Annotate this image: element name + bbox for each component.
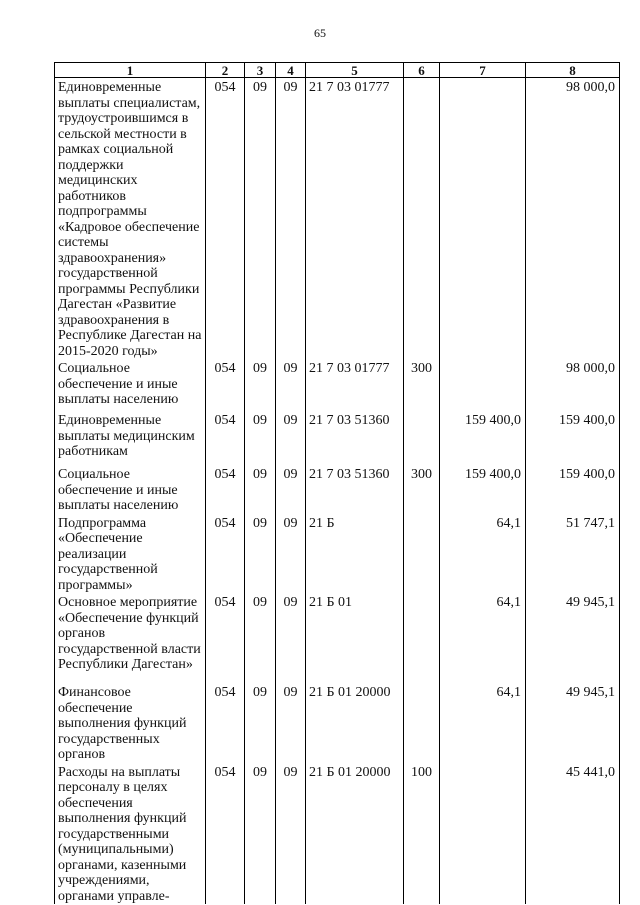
cell-subsection: 09 [276, 78, 306, 360]
cell-target-code: 21 7 03 51360 [306, 465, 404, 514]
table-row [55, 359, 620, 411]
row-name: Единовременные выплаты специалистам, трудоустроившимся в сельской местности в рамках социальной поддержки медицинских работников подпрограммы «Кадровое обеспечение системы здравоохранения» государственной программы Республики Дагестан «Развитие здравоохранения в Республике Дагестан на 2015-2020 годы» [55, 78, 206, 360]
table-row [55, 683, 620, 763]
header-cell: 3 [245, 63, 276, 78]
cell-ministry: 054 [206, 683, 245, 763]
cell-section: 09 [245, 359, 276, 411]
budget-table [54, 62, 620, 904]
cell-expense-type [404, 683, 440, 763]
cell-subsection: 09 [276, 593, 306, 683]
cell-subsection: 09 [276, 514, 306, 594]
cell-ministry: 054 [206, 593, 245, 683]
header-cell: 1 [55, 63, 206, 78]
header-cell: 6 [404, 63, 440, 78]
cell-ministry: 054 [206, 514, 245, 594]
cell-expense-type: 300 [404, 465, 440, 514]
cell-ministry: 054 [206, 763, 245, 905]
row-name: Социальное обеспечение и иные выплаты населению [55, 359, 206, 411]
cell-subsection: 09 [276, 359, 306, 411]
row-name: Социальное обеспечение и иные выплаты населению [55, 465, 206, 514]
header-cell: 8 [526, 63, 620, 78]
row-name: Подпрограмма «Обеспечение реализации государственной программы» [55, 514, 206, 594]
cell-subsection: 09 [276, 465, 306, 514]
cell-target-code: 21 7 03 51360 [306, 411, 404, 465]
table-row [55, 593, 620, 683]
cell-section: 09 [245, 593, 276, 683]
cell-amount-7 [440, 763, 526, 905]
header-cell: 5 [306, 63, 404, 78]
table-row [55, 514, 620, 594]
header-cell: 7 [440, 63, 526, 78]
cell-expense-type [404, 514, 440, 594]
cell-target-code: 21 7 03 01777 [306, 359, 404, 411]
cell-section: 09 [245, 465, 276, 514]
cell-amount-7 [440, 78, 526, 360]
cell-expense-type: 300 [404, 359, 440, 411]
cell-amount-7: 159 400,0 [440, 411, 526, 465]
cell-subsection: 09 [276, 763, 306, 905]
cell-target-code: 21 Б 01 20000 [306, 763, 404, 905]
cell-expense-type [404, 593, 440, 683]
cell-section: 09 [245, 763, 276, 905]
row-name: Финансовое обеспечение выполнения функций государственных органов [55, 683, 206, 763]
cell-expense-type [404, 411, 440, 465]
page-number: 65 [314, 26, 326, 40]
cell-target-code: 21 Б [306, 514, 404, 594]
cell-amount-7: 159 400,0 [440, 465, 526, 514]
cell-amount-8: 98 000,0 [526, 359, 620, 411]
cell-target-code: 21 7 03 01777 [306, 78, 404, 360]
cell-amount-8: 45 441,0 [526, 763, 620, 905]
header-cell: 4 [276, 63, 306, 78]
cell-amount-8: 49 945,1 [526, 593, 620, 683]
cell-target-code: 21 Б 01 [306, 593, 404, 683]
cell-ministry: 054 [206, 411, 245, 465]
cell-amount-8: 49 945,1 [526, 683, 620, 763]
cell-section: 09 [245, 411, 276, 465]
cell-subsection: 09 [276, 411, 306, 465]
cell-amount-8: 159 400,0 [526, 465, 620, 514]
cell-amount-8: 98 000,0 [526, 78, 620, 360]
table-row [55, 411, 620, 465]
header-cell: 2 [206, 63, 245, 78]
cell-amount-8: 51 747,1 [526, 514, 620, 594]
row-name: Основное мероприятие «Обеспечение функций органов государственной власти Республики Дагестан» [55, 593, 206, 683]
cell-expense-type: 100 [404, 763, 440, 905]
cell-subsection: 09 [276, 683, 306, 763]
cell-expense-type [404, 78, 440, 360]
cell-amount-7: 64,1 [440, 683, 526, 763]
table-row [55, 465, 620, 514]
cell-section: 09 [245, 683, 276, 763]
cell-target-code: 21 Б 01 20000 [306, 683, 404, 763]
cell-section: 09 [245, 78, 276, 360]
row-name: Расходы на выплаты персоналу в целях обеспечения выполнения функций государственными (муниципальными) органами, казенными учреждениями, органами управле- [55, 763, 206, 905]
cell-amount-8: 159 400,0 [526, 411, 620, 465]
table-row [55, 78, 620, 360]
cell-section: 09 [245, 514, 276, 594]
cell-ministry: 054 [206, 359, 245, 411]
cell-amount-7: 64,1 [440, 514, 526, 594]
cell-amount-7 [440, 359, 526, 411]
header-row [55, 63, 620, 78]
table-row [55, 763, 620, 905]
cell-amount-7: 64,1 [440, 593, 526, 683]
row-name: Единовременные выплаты медицинским работникам [55, 411, 206, 465]
cell-ministry: 054 [206, 465, 245, 514]
cell-ministry: 054 [206, 78, 245, 360]
